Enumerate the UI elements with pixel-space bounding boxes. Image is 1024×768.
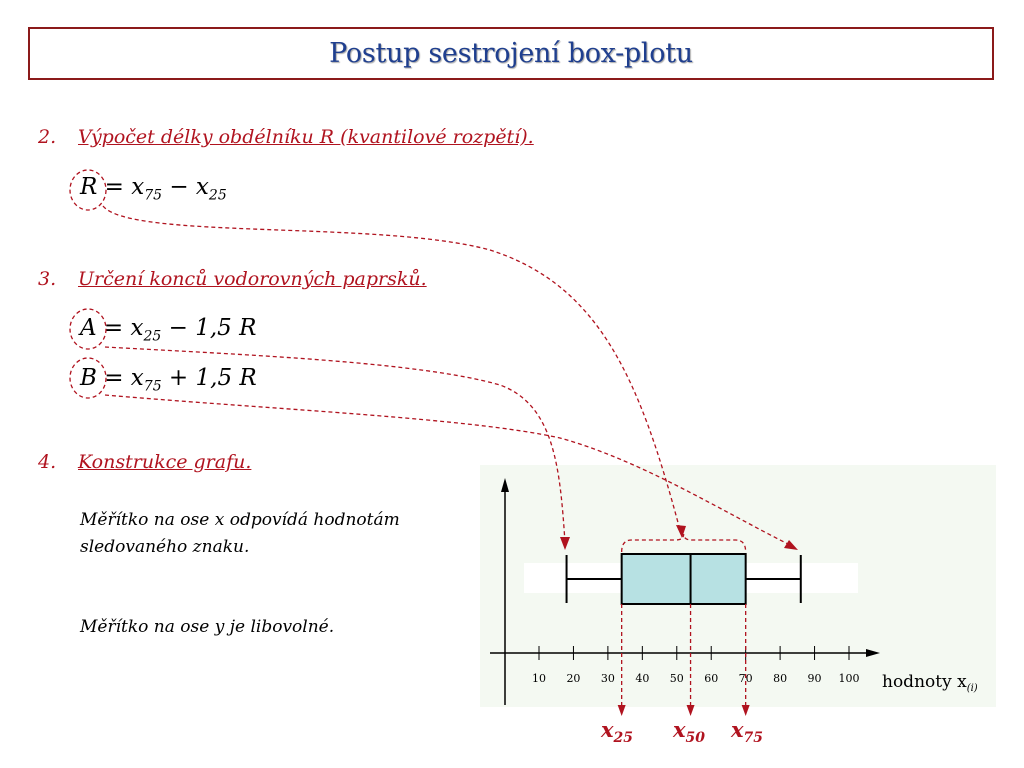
y-axis-arrow-icon [501, 478, 509, 492]
x-tick-label: 30 [600, 672, 615, 685]
note-scale-y: Měřítko na ose y je libovolné. [80, 617, 335, 637]
step-number: 3. [38, 268, 57, 290]
x-tick-label: 60 [704, 672, 719, 685]
x-tick-label: 80 [773, 672, 788, 685]
x-axis-label-sub: (i) [966, 683, 978, 694]
formula-r-sub2: 25 [208, 187, 227, 204]
formula-r-eq: = x [97, 174, 145, 200]
formula-b-sub1: 75 [143, 378, 162, 395]
step-number: 2. [38, 126, 57, 148]
step-text: Konstrukce grafu. [78, 451, 252, 473]
x-tick-label: 100 [838, 672, 860, 685]
formula-b-op: + 1,5 R [161, 365, 257, 391]
circle-b [70, 358, 106, 398]
formula-b-eq: = x [96, 365, 144, 391]
x-tick-label: 50 [669, 672, 684, 685]
label-x50 [673, 717, 705, 746]
note-scale-x: Měřítko na ose x odpovídá hodnotám sledovaného znaku. [80, 510, 400, 557]
x-tick-label: 70 [738, 672, 753, 685]
label-x50-base: x [673, 717, 686, 742]
step-text: Určení konců vodorovných paprsků. [78, 268, 427, 290]
x-tick-label: 90 [807, 672, 822, 685]
x-tick-label: 40 [635, 672, 650, 685]
x-axis-label [882, 672, 978, 694]
step-number: 4. [38, 451, 57, 473]
x-tick-label: 10 [532, 672, 546, 685]
step-text: Výpočet délky obdélníku R (kvantilové rozpětí). [78, 126, 534, 148]
formula-r-op: − x [162, 174, 209, 200]
formula-a-lhs: A [80, 315, 97, 341]
formula-r-lhs: R [80, 174, 98, 200]
x-tick-label: 20 [566, 672, 581, 685]
drop-x50-arrow-icon [687, 705, 695, 716]
box-brace [622, 534, 746, 552]
page-title: Postup sestrojení box-plotu [329, 38, 693, 69]
connector-r [103, 206, 680, 530]
label-x75 [731, 717, 763, 746]
connector-b-arrow-icon [784, 540, 798, 550]
circle-a [70, 309, 106, 349]
label-x25-base: x [601, 717, 614, 742]
label-x75-base: x [731, 717, 744, 742]
formula-a-op: − 1,5 R [161, 315, 257, 341]
x-axis-arrow-icon [866, 649, 880, 657]
connector-r-arrow-icon [676, 525, 686, 538]
formula-a-eq: = x [96, 315, 144, 341]
label-x25-sub: 25 [613, 730, 634, 747]
connector-b [105, 395, 790, 545]
label-x50-sub: 50 [685, 730, 706, 747]
label-x25 [601, 717, 633, 746]
connector-a [105, 347, 565, 542]
x-axis-label-text: hodnoty x [882, 672, 967, 692]
formula-a-sub1: 25 [143, 328, 162, 345]
label-x75-sub: 75 [743, 730, 764, 747]
connector-a-arrow-icon [560, 537, 570, 550]
iqr-box [622, 554, 746, 604]
formula-r-sub1: 75 [144, 187, 163, 204]
formula-b-lhs: B [80, 365, 97, 391]
circle-r [70, 170, 106, 210]
drop-x25-arrow-icon [618, 705, 626, 716]
drop-x75-arrow-icon [742, 705, 750, 716]
